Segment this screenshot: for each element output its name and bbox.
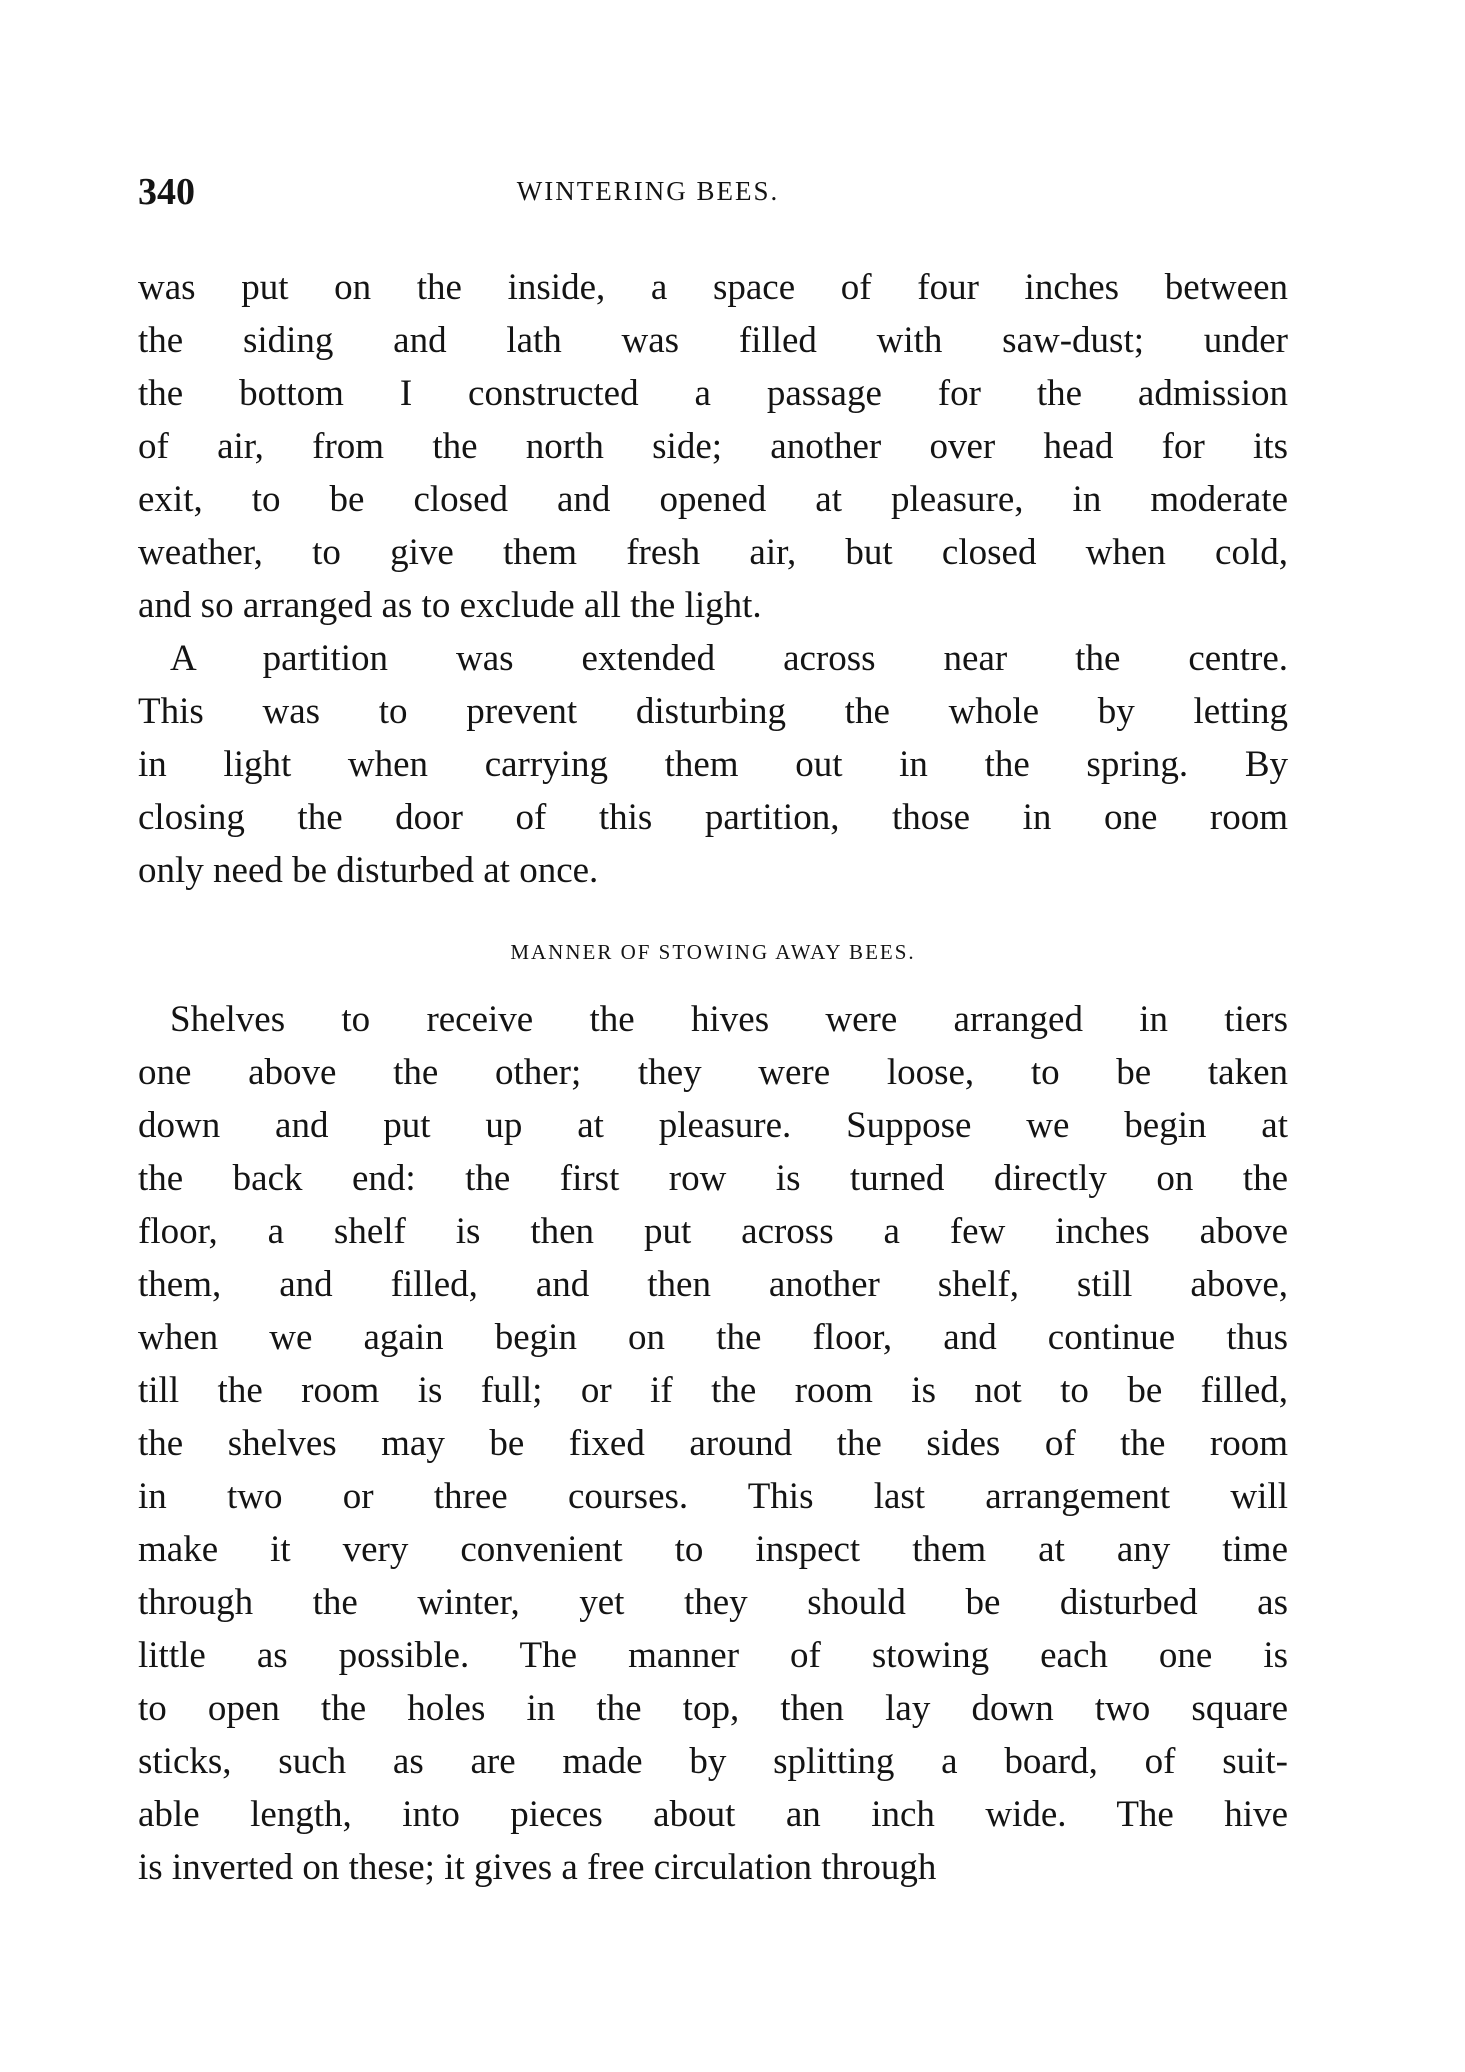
paragraph-line: was put on the inside, a space of four inches between xyxy=(138,267,1288,308)
section-paragraph-line: down and put up at pleasure. Suppose we begin at xyxy=(138,1105,1288,1146)
section-paragraph-line: floor, a shelf is then put across a few inches above xyxy=(138,1211,1288,1252)
section-paragraph-line: till the room is full; or if the room is not to be filled, xyxy=(138,1370,1288,1411)
section-heading: MANNER OF STOWING AWAY BEES. xyxy=(510,940,916,964)
paragraph-line: and so arranged as to exclude all the light. xyxy=(138,585,762,626)
section-paragraph-line: able length, into pieces about an inch wide. The hive xyxy=(138,1794,1288,1835)
section-paragraph-line: make it very convenient to inspect them at any time xyxy=(138,1529,1288,1570)
section-paragraph-line: through the winter, yet they should be disturbed as xyxy=(138,1582,1288,1623)
paragraph-line: in light when carrying them out in the spring. By xyxy=(138,744,1288,785)
section-paragraph-line: one above the other; they were loose, to be taken xyxy=(138,1052,1288,1093)
paragraph-line: of air, from the north side; another over head for its xyxy=(138,426,1288,467)
section-paragraph-line: to open the holes in the top, then lay down two square xyxy=(138,1688,1288,1729)
section-paragraph-line: them, and filled, and then another shelf, still above, xyxy=(138,1264,1288,1305)
section-paragraph-line: Shelves to receive the hives were arranged in tiers xyxy=(170,999,1288,1040)
section-paragraph-line: when we again begin on the floor, and continue thus xyxy=(138,1317,1288,1358)
paragraph-line: weather, to give them fresh air, but closed when cold, xyxy=(138,532,1288,573)
paragraph-line: A partition was extended across near the centre. xyxy=(170,638,1288,679)
section-paragraph-line: little as possible. The manner of stowing each one is xyxy=(138,1635,1288,1676)
section-paragraph-line: is inverted on these; it gives a free circulation through xyxy=(138,1847,937,1888)
section-paragraph-line: in two or three courses. This last arrangement will xyxy=(138,1476,1288,1517)
paragraph-line: the siding and lath was filled with saw-dust; under xyxy=(138,320,1288,361)
paragraph-line: the bottom I constructed a passage for the admission xyxy=(138,373,1288,414)
page-header xyxy=(138,170,1288,220)
section-paragraph-line: sticks, such as are made by splitting a board, of suit- xyxy=(138,1741,1288,1782)
page-number: 340 xyxy=(138,171,195,213)
section-paragraph-line: the shelves may be fixed around the sides of the room xyxy=(138,1423,1288,1464)
paragraph-line: exit, to be closed and opened at pleasure, in moderate xyxy=(138,479,1288,520)
paragraph-line: only need be disturbed at once. xyxy=(138,850,599,891)
running-title: WINTERING BEES. xyxy=(516,176,780,206)
paragraph-line: closing the door of this partition, those in one room xyxy=(138,797,1288,838)
section-paragraph-line: the back end: the first row is turned directly on the xyxy=(138,1158,1288,1199)
paragraph-line: This was to prevent disturbing the whole by letting xyxy=(138,691,1288,732)
